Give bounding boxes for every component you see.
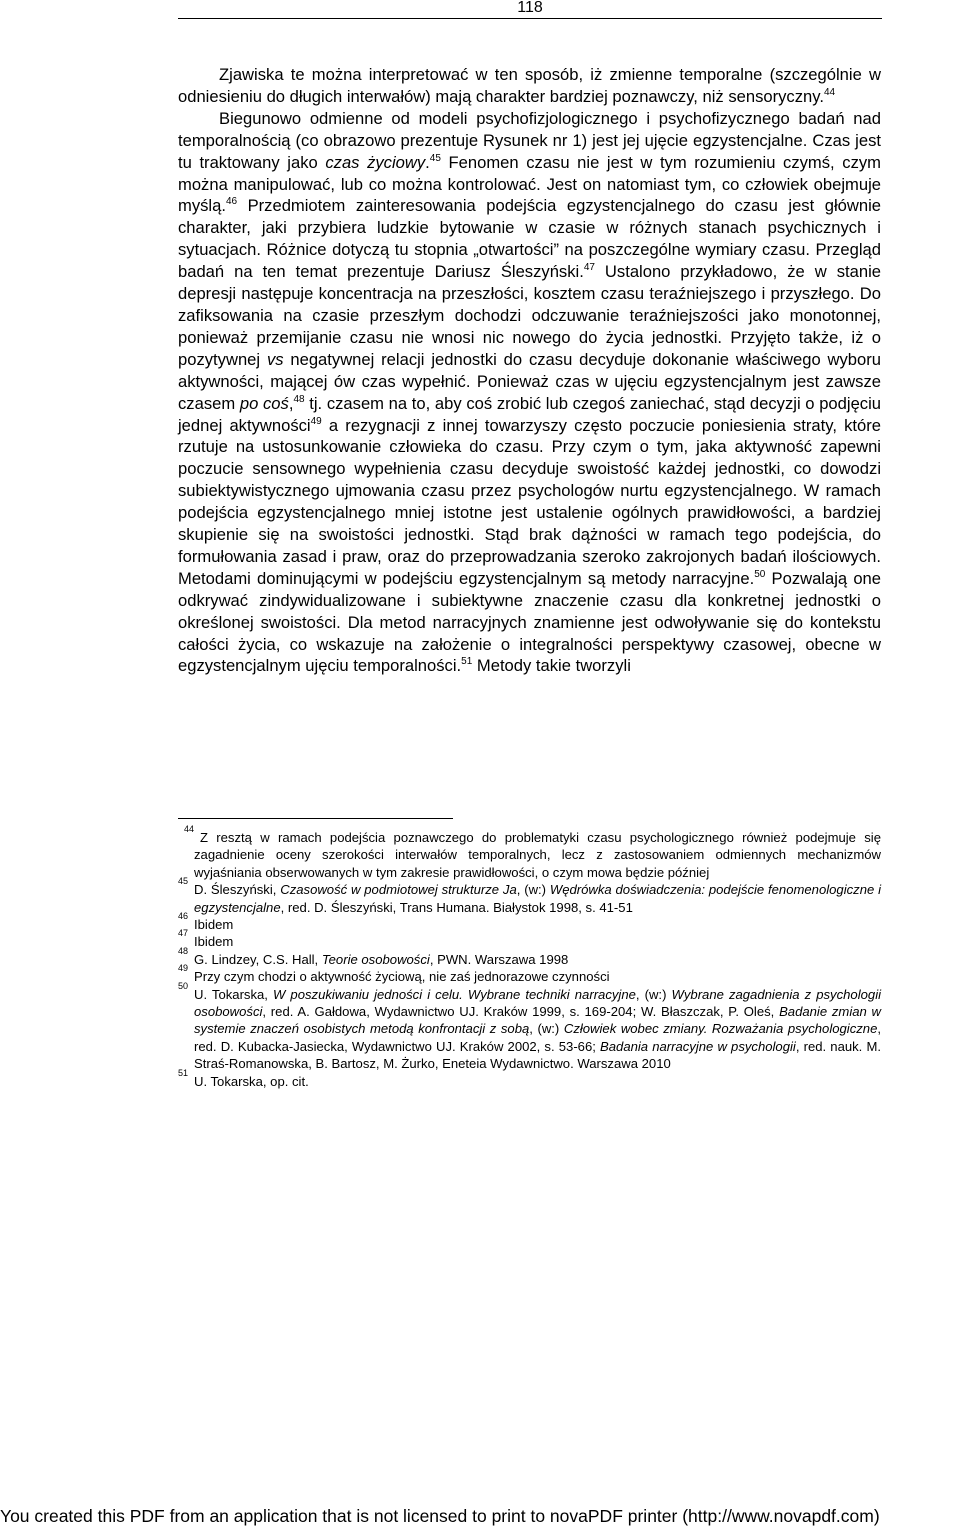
italic-title: Wybrane zagadnienia z psychologii osobowości: [194, 986, 882, 1020]
text-run: .: [425, 152, 430, 172]
footnote-46: [178, 911, 881, 933]
footnote-45: [178, 876, 882, 916]
text-run: , (w:): [529, 1021, 564, 1037]
italic-term: vs: [266, 349, 284, 369]
footer-link[interactable]: http://www.novapdf.com: [688, 1506, 874, 1526]
footnote-text: Z resztą w ramach podejścia poznawczego do problematyki czasu psychologicznego również podejmuje się zagadnienie oceny szerokości interwałów temporalnych, lecz z zastosowaniem odmiennych mechanizmów wyjaśniania obserwowanych w tym zakresie prawidłowości, o czym mowa będzie później: [194, 830, 881, 880]
italic-title: Wędrówka doświadczenia: podejście fenomenologiczne i egzystencjalne: [194, 882, 882, 915]
footnote-ref-51[interactable]: 51: [461, 656, 473, 668]
footnote-number: 45: [178, 876, 189, 887]
italic-title: W poszukiwaniu jedności i celu. Wybrane techniki narracyjne: [273, 986, 636, 1002]
main-text: [178, 64, 881, 677]
footnote-49: [178, 963, 881, 985]
footnote-text: Przy czym chodzi o aktywność życiową, nie zaś jednorazowe czynności: [194, 969, 610, 985]
footer-end: ): [873, 1506, 880, 1526]
footnote-47: [178, 928, 881, 950]
text-run: G. Lindzey, C.S. Hall,: [194, 951, 322, 967]
text-run: Ustalono przykładowo, że w stanie depresji następuje koncentracja na przeszłości, kosztem czasu teraźniejszego i przyszłego. Do zafiksowania na czasie przeszłym dochodzi odczuwanie teraźniejszości jako monotonnej, ponieważ przemijanie czasu nie wnosi nic nowego do życia jednostki. Przyjęto także, iż o pozytywnej: [178, 262, 881, 369]
footnotes: [178, 824, 882, 1090]
italic-title: Człowiek wobec zmiany. Rozważania psychologiczne: [563, 1021, 878, 1037]
footnote-separator: [178, 818, 453, 819]
footnote-48: [178, 945, 881, 968]
italic-term: po coś: [239, 393, 289, 413]
italic-title: Badanie zmian w systemie znaczeń osobistych metodą konfrontacji z sobą: [194, 1004, 881, 1037]
footnote-ref-44[interactable]: 44: [823, 86, 836, 98]
footnote-number: 48: [178, 945, 189, 956]
footnote-ref-45[interactable]: 45: [429, 152, 441, 164]
paragraph-2: [178, 108, 881, 678]
footnote-number: 50: [178, 980, 189, 991]
footnote-ref-48[interactable]: 48: [293, 393, 305, 405]
text-run: , red. A. Gałdowa, Wydawnictwo UJ. Kraków 1999, s. 169-204; W. Błaszczak, P. Oleś,: [262, 1004, 780, 1020]
footnote-51: [178, 1067, 881, 1090]
footnote-number: 49: [178, 963, 189, 974]
text-run: , red. D. Kubacka-Jasiecka, Wydawnictwo UJ. Kraków 2002, s. 53-66;: [194, 1021, 881, 1054]
text-run: Biegunowo odmienne od modeli psychofizjologicznego i psychofizycznego badań nad temporalnością (co obrazowo prezentuje Rysunek nr 1) jest jej ujęcie egzystencjalne. Czas jest tu traktowany jako: [178, 108, 881, 172]
footnote-text: Ibidem: [194, 934, 234, 950]
footer-text: You created this PDF from an application that is not licensed to print to novaPDF printer (: [0, 1506, 689, 1526]
footnote-text: Ibidem: [194, 917, 234, 933]
paragraph-1-text: Zjawiska te można interpretować w ten sposób, iż zmienne temporalne (szczególnie w odniesieniu do długich interwałów) mają charakter bardziej poznawczy, niż sensoryczny.: [178, 65, 881, 106]
footnote-ref-50[interactable]: 50: [754, 568, 766, 580]
footnote-text: U. Tokarska, op. cit.: [194, 1073, 309, 1089]
italic-term: czas życiowy: [325, 152, 426, 172]
text-run: Pozwalają one odkrywać zindywidualizowane i subiektywne znaczenie czasu dla konkretnej jednostki o określonej swoistości. Dla metod narracyjnych znamienne jest odwoływanie się do kontekstu całości życia, co wskazuje na założenie o integralności perspektywy czasowej, obecne w egzystencjalnym ujęciu temporalności.: [178, 568, 882, 676]
italic-title: Teorie osobowości: [321, 951, 430, 967]
page-number: 118: [517, 0, 543, 16]
footnote-ref-47[interactable]: 47: [583, 262, 595, 274]
footnote-number: 51: [178, 1067, 189, 1078]
text-run: a rezygnacji z innej towarzyszy często poczucie poniesienia straty, które rzutuje na ustosunkowanie człowieka do czasu. Przy czym o tym, jaka aktywność zapewni poczucie sensownego wypełnienia czasu decyduje swoistość każdej jednostki, co dowodzi subiektywistycznego ujmowania czasu przez psychologów nurtu egzystencjalnego. W ramach podejścia egzystencjalnego mniej istotne jest ustalenie ogólnych prawidłowości, a bardziej skupienie się na swoistości jednostki. Stąd brak dążności w ramach tego podejścia, do formułowania zasad i praw, oraz do przeprowadzania szeroko zakrojonych badań ilościowych. Metodami dominującymi w podejściu egzystencjalnym są metody narracyjne.: [178, 415, 881, 588]
italic-title: Czasowość w podmiotowej strukturze Ja: [280, 882, 517, 898]
footnote-number: 47: [178, 928, 189, 939]
footnote-50: [178, 980, 882, 1073]
text-run: Metody takie tworzyli: [472, 656, 631, 676]
footnote-44: [178, 824, 881, 881]
text-run: D. Śleszyński,: [194, 882, 281, 898]
text-run: , (w:): [635, 986, 672, 1002]
text-run: , red. nauk. M. Straś-Romanowska, B. Bartosz, M. Żurko, Eneteia Wydawnictwo. Warszawa 2010: [194, 1038, 881, 1072]
text-run: tj. czasem na to, aby coś zrobić lub czegoś zaniechać, stąd decyzji o podjęciu jednej aktywności: [178, 393, 882, 435]
text-run: U. Tokarska,: [194, 986, 274, 1002]
text-run: , PWN. Warszawa 1998: [429, 951, 569, 967]
text-run: , (w:): [516, 882, 550, 898]
text-run: negatywnej relacji jednostki do czasu decyduje dokonanie właściwego wyboru aktywności, mającej ów czas wypełnić. Ponieważ czas w ujęciu egzystencjalnym jest zawsze czasem: [178, 349, 881, 413]
footnote-number: 46: [178, 911, 189, 922]
footnote-ref-46[interactable]: 46: [225, 196, 238, 208]
text-run: , red. D. Śleszyński, Trans Humana. Białystok 1998, s. 41-51: [280, 899, 633, 915]
license-footer: [0, 1503, 960, 1529]
text-run: ,: [288, 393, 294, 413]
text-run: Fenomen czasu nie jest w tym rozumieniu czymś, czym można manipulować, lub co można kontrolować. Jest on natomiast tym, co człowiek obejmuje myślą.: [178, 152, 881, 216]
text-run: Przedmiotem zainteresowania podejścia egzystencjalnego do czasu jest głównie charakter, jaki przybiera ludzkie bytowanie w czasie w różnych stanach psychicznych i sytuacjach. Różnice dotyczą tu stopnia „otwartości” na poszczególne wymiary czasu. Przegląd badań na ten temat prezentuje Dariusz Śleszyński.: [178, 196, 881, 282]
paragraph-1: [178, 64, 881, 108]
header-rule: [178, 18, 882, 19]
footnote-ref-49[interactable]: 49: [310, 415, 322, 427]
footnote-number: 44: [184, 824, 195, 834]
italic-title: Badania narracyjne w psychologii: [600, 1038, 796, 1054]
